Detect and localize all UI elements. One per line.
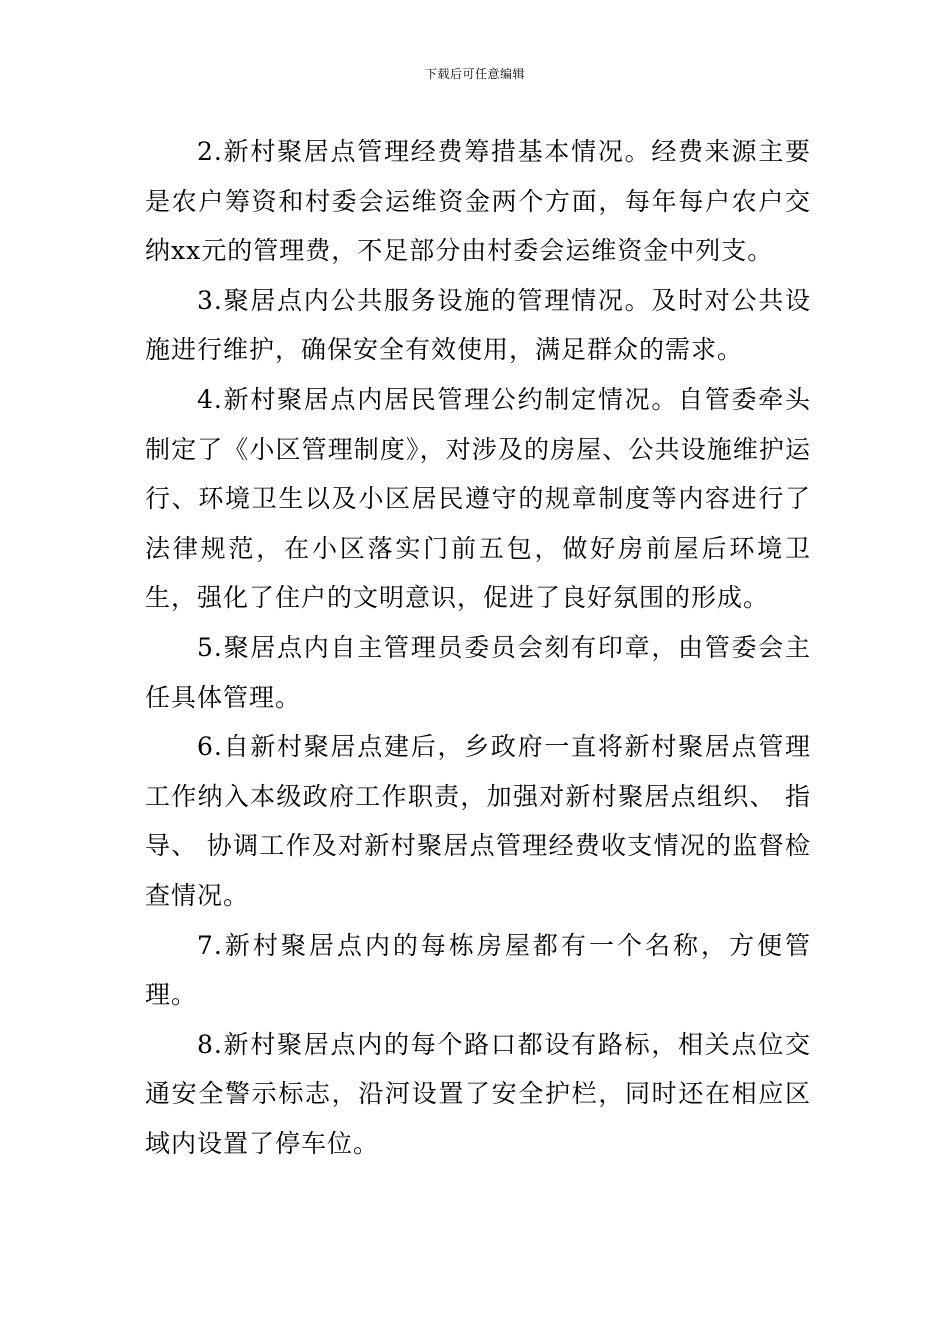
page-header-note: 下载后可任意编辑 — [424, 67, 525, 81]
paragraph-item-4: 4.新村聚居点内居民管理公约制定情况。自管委牵头制定了《小区管理制度》，对涉及的房屋、公共设施维护运行、环境卫生以及小区居民遵守的规章制度等内容进行了法律规范，在小区落实门前五包，做好房前屋后环境卫生，强化了住户的文明意识，促进了良好氛围的形成。 — [145, 384, 811, 613]
paragraph-item-5: 5.聚居点内自主管理员委员会刻有印章，由管委会主任具体管理。 — [145, 632, 811, 712]
paragraph-item-6: 6.自新村聚居点建后，乡政府一直将新村聚居点管理工作纳入本级政府工作职责，加强对新村聚居点组织、 指导、 协调工作及对新村聚居点管理经费收支情况的监督检查情况。 — [145, 732, 811, 910]
paragraph-item-8: 8.新村聚居点内的每个路口都设有路标，相关点位交通安全警示标志，沿河设置了安全护栏，同时还在相应区域内设置了停车位。 — [145, 1029, 811, 1158]
paragraph-item-2: 2.新村聚居点管理经费筹措基本情况。经费来源主要是农户筹资和村委会运维资金两个方面，每年每户农户交纳xx元的管理费，不足部分由村委会运维资金中列支。 — [145, 137, 811, 266]
paragraph-item-3: 3.聚居点内公共服务设施的管理情况。及时对公共设施进行维护，确保安全有效使用，满足群众的需求。 — [145, 285, 811, 365]
paragraph-item-7: 7.新村聚居点内的每栋房屋都有一个名称，方便管理。 — [145, 930, 811, 1010]
document-body — [145, 127, 811, 1168]
